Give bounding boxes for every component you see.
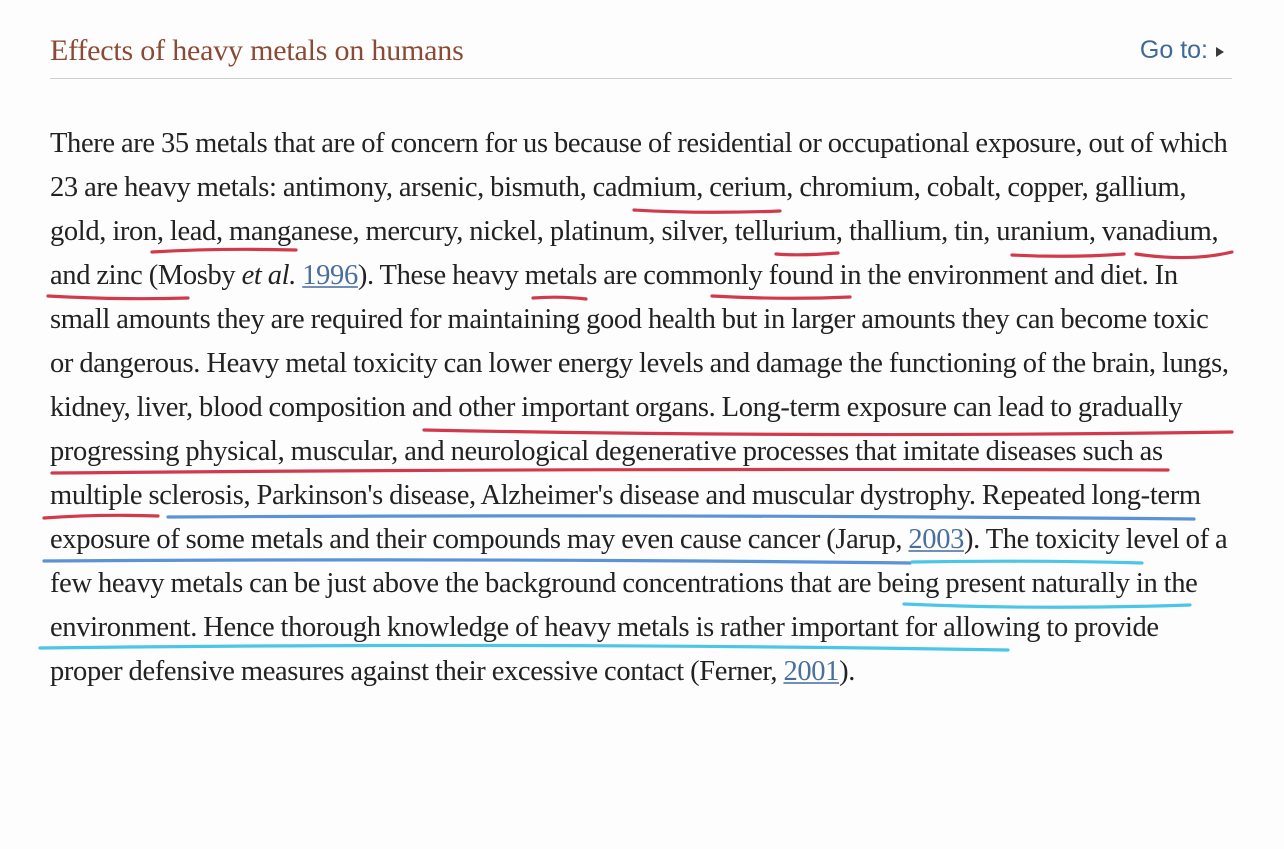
text-segment: ). The toxicity level of a few heavy metals can be just above the background concentrations that are being present naturally in the environment. Hence thorough knowledge of heavy metals is rather important for allowing to provide proper defensive measures against their excessive contact (Ferner, — [50, 524, 1228, 687]
text-segment: , uranium, — [983, 216, 1102, 247]
metal-mercury: mercury — [365, 216, 457, 247]
metal-chromium: chromium — [799, 172, 914, 203]
metal-lead: lead — [169, 216, 216, 247]
goto-label: Go to: — [1139, 36, 1208, 64]
triangle-right-icon — [1216, 47, 1224, 57]
article-paragraph — [50, 122, 1234, 694]
text-segment: , arsenic, bismuth, cadmium, cerium, — [385, 172, 800, 203]
reference-link-2001[interactable]: 2001 — [783, 656, 840, 687]
text-segment: ). These heavy metals are commonly found in the environment and diet. In small amounts they are required for maintaining good health but in larger amounts they can become toxic or dangerous. Heavy metal toxicity can lower energy levels and damage the functioning of the brain, lungs, kidney, liver, blood composition and other important organs. Long-term exposure can lead to gradually progressing physical, muscular, and neurological degenerative processes that imitate diseases such as multiple sclerosis, Parkinson's disease, Alzheimer's disease and muscular dystrophy. Repeated long-term exposure of some metals and their compounds may even cause cancer (Jarup, — [50, 260, 1229, 555]
text-segment: , — [536, 216, 550, 247]
metal-antimony: antimony — [282, 172, 386, 203]
text-segment: ). — [839, 656, 855, 687]
reference-link-1996[interactable]: 1996 — [302, 260, 358, 291]
goto-menu[interactable] — [1140, 36, 1224, 65]
metal-tin: tin — [954, 216, 984, 247]
reference-link-2003[interactable]: 2003 — [908, 524, 965, 555]
text-segment: , silver, tellurium, thallium, — [648, 216, 955, 247]
text-segment: There are 35 metals that are of concern for us because of residential or occupational exposure, out of which 23 are heavy metals: — [50, 128, 1228, 203]
text-segment: , and zinc (Mosby — [50, 216, 1219, 291]
section-title: Effects of heavy metals on humans — [50, 34, 464, 67]
metal-nickel: nickel — [469, 216, 537, 247]
text-segment: , — [456, 216, 470, 247]
metal-vanadium: vanadium — [1101, 216, 1212, 247]
metal-platinum: platinum — [549, 216, 649, 247]
et-al-text: et al. — [241, 260, 296, 291]
text-segment: , cobalt, copper, gallium, gold, iron, — [50, 172, 1187, 247]
text-segment: , manganese, — [215, 216, 366, 247]
section-header — [50, 30, 1232, 79]
